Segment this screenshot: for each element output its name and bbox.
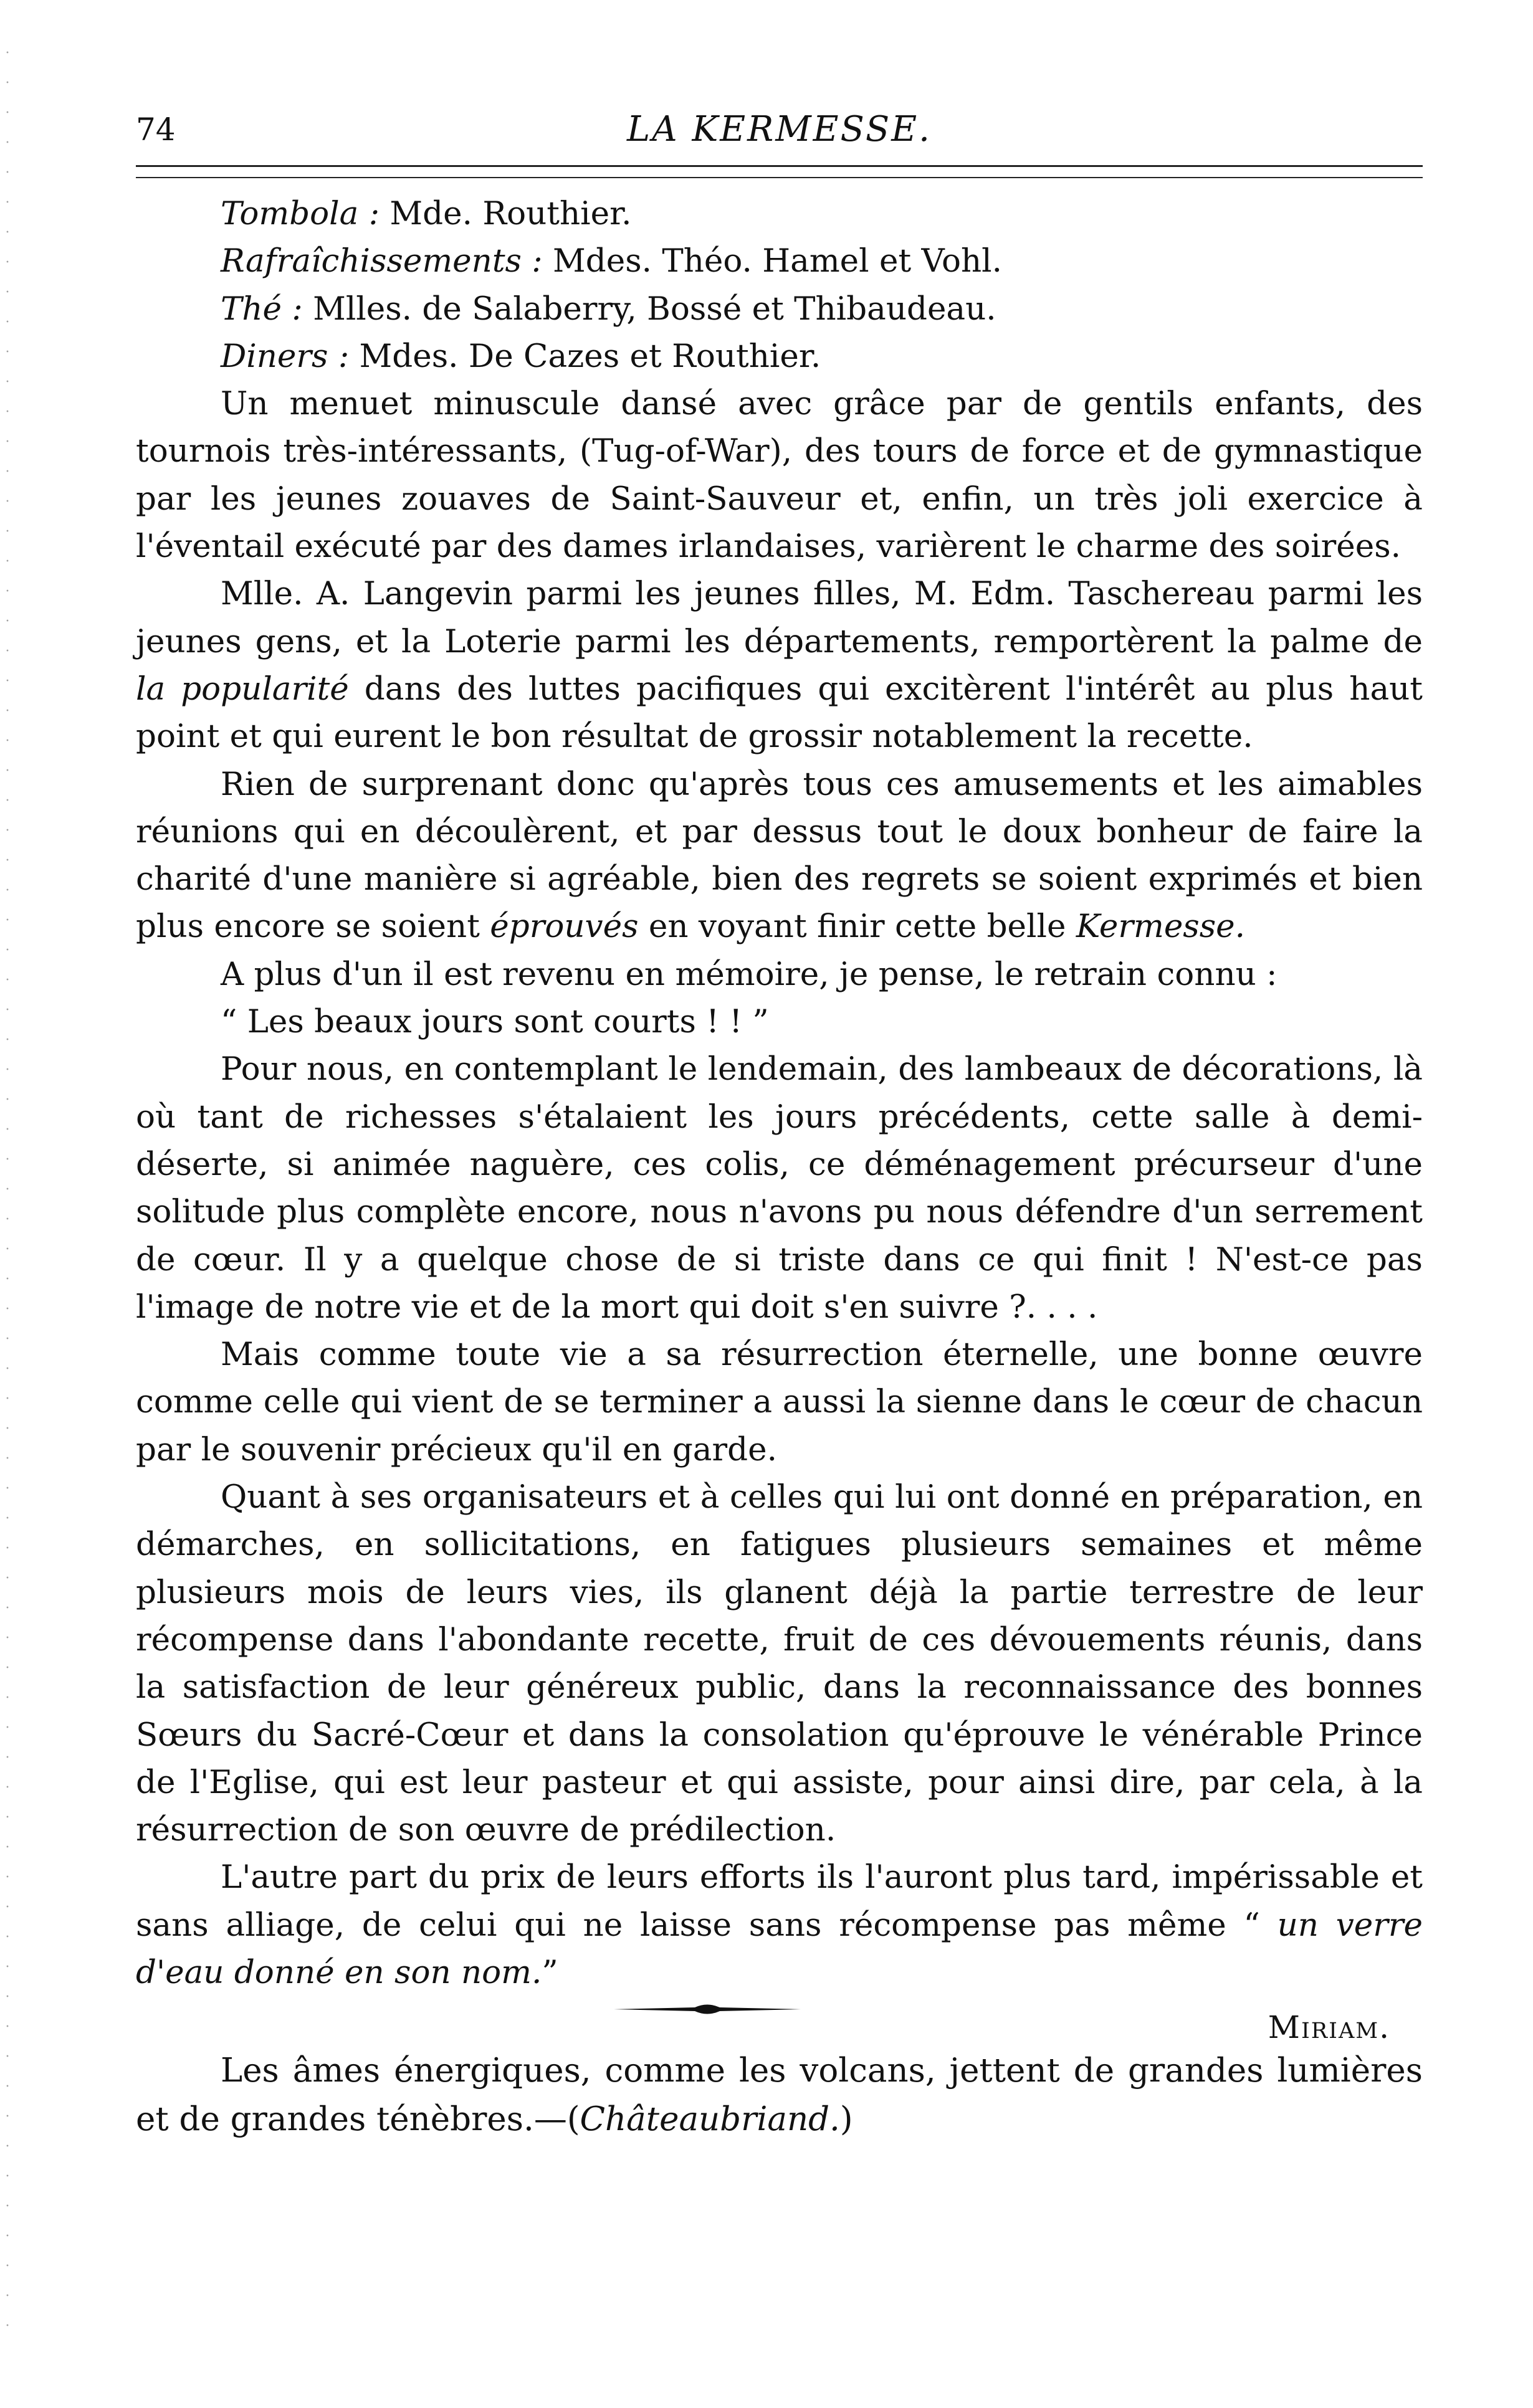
fleuron-divider-icon [614,1997,801,2022]
quote-close: ) [839,2100,853,2138]
stall-label: Rafraîchissements : [221,242,543,280]
page-number: 74 [136,112,176,148]
header-rule [136,165,1423,178]
paragraph-resurrection: Mais comme toute vie a sa résurrection éternelle, une bonne œuvre comme celle qui vient de se terminer a aussi la sienne dans le cœur de chacun par le souvenir précieux qu'il en garde. [136,1336,1423,1468]
paragraph-popularite [136,570,1423,760]
running-title: LA KERMESSE. [627,109,932,150]
stall-label: Thé : [221,290,303,328]
text-run: Rien de surprenant donc qu'après tous ces amusements et les aimables réunions qui en découlèrent, et par dessus tout le doux bonheur de faire la charité d'une manière si agréable, bien des regrets se soient exprimés et bien plus encore se soient [136,765,1423,946]
page-header [136,105,1423,155]
stall-entry-tombola [221,190,1423,237]
quote-author: Châteaubriand. [580,2100,840,2138]
paragraph-refrain: “ Les beaux jours sont courts ! ! ” [221,1003,769,1041]
stall-names: Mlles. de Salaberry, Bossé et Thibaudeau. [302,290,996,328]
stall-entry-diners [221,333,1423,380]
paragraph-soirees: Un menuet minuscule dansé avec grâce par de gentils enfants, des tournois très-intéressants, (Tug-of-War), des tours de force et de gymnastique par les jeunes zouaves de Saint-Sauveur et, enfin, un très joli exercice à l'éventail exécuté par des dames irlandaises, varièrent le charme des soirées. [136,385,1423,566]
paragraph-lendemain: Pour nous, en contemplant le lendemain, des lambeaux de décorations, là où tant de richesses s'étalaient les jours précédents, cette salle à demi-déserte, si animée naguère, ces colis, ce déménagement précurseur d'une solitude plus complète encore, nous n'avons pu nous défendre d'un serrement de cœur. Il y a quelque chose de si triste dans ce qui finit ! N'est-ce pas l'image de notre vie et de la mort qui doit s'en suivre ?. . . . [136,1050,1423,1326]
italic-run: la popularité [136,670,349,708]
stall-label: Tombola : [221,195,380,232]
stall-names: Mde. Routhier. [380,195,632,232]
closing-quote [136,2047,1423,2144]
paragraph-organisateurs: Quant à ses organisateurs et à celles qui lui ont donné en préparation, en démarches, en sollicitations, en fatigues plusieurs semaines et même plusieurs mois de leurs vies, ils glanent déjà la partie terrestre de leur récompense dans l'abondante recette, fruit de ces dévouements réunis, dans la satisfaction de leur généreux public, dans la reconnaissance des bonnes Sœurs du Sacré-Cœur et dans la consolation qu'éprouve le vénérable Prince de l'Eglise, qui est leur pasteur et qui assiste, pour ainsi dire, par cela, à la résurrection de son œuvre de prédilection. [136,1478,1423,1849]
text-run: dans des luttes pacifiques qui excitèrent l'intérêt au plus haut point et qui eurent le bon résultat de grossir notablement la recette. [136,670,1423,756]
text-run: L'autre part du prix de leurs efforts ils l'auront plus tard, impérissable et sans alliage, de celui qui ne laisse sans récompense pas même “ [136,1858,1423,1944]
stall-names: Mdes. Théo. Hamel et Vohl. [542,242,1003,280]
stall-label: Diners : [221,337,350,375]
italic-run: éprouvés [490,908,639,946]
italic-run: Kermesse. [1076,908,1246,946]
paragraph-regrets [136,761,1423,951]
stall-names: Mdes. De Cazes et Routhier. [349,337,821,375]
article-body [136,190,1423,2051]
scan-edge-specks [6,37,9,2343]
paragraph-memoire: A plus d'un il est revenu en mémoire, je pense, le retrain connu : [221,955,1278,993]
quote-text: Les âmes énergiques, comme les volcans, jettent de grandes lumières et de grandes ténèbres.—( [136,2052,1423,2138]
text-run: en voyant finir cette belle [638,908,1076,946]
paragraph-recompense [136,1854,1423,1996]
author-signature: Miriam. [1268,2009,1390,2046]
text-run: ” [542,1953,558,1991]
italic-run: un verre d'eau donné en son nom. [136,1906,1423,1991]
text-run: Mlle. A. Langevin parmi les jeunes filles, M. Edm. Taschereau parmi les jeunes gens, et la Loterie parmi les départements, remportèrent la palme de [136,575,1423,660]
stall-entry-the [221,285,1423,333]
stall-entry-rafraichissements [221,237,1423,285]
